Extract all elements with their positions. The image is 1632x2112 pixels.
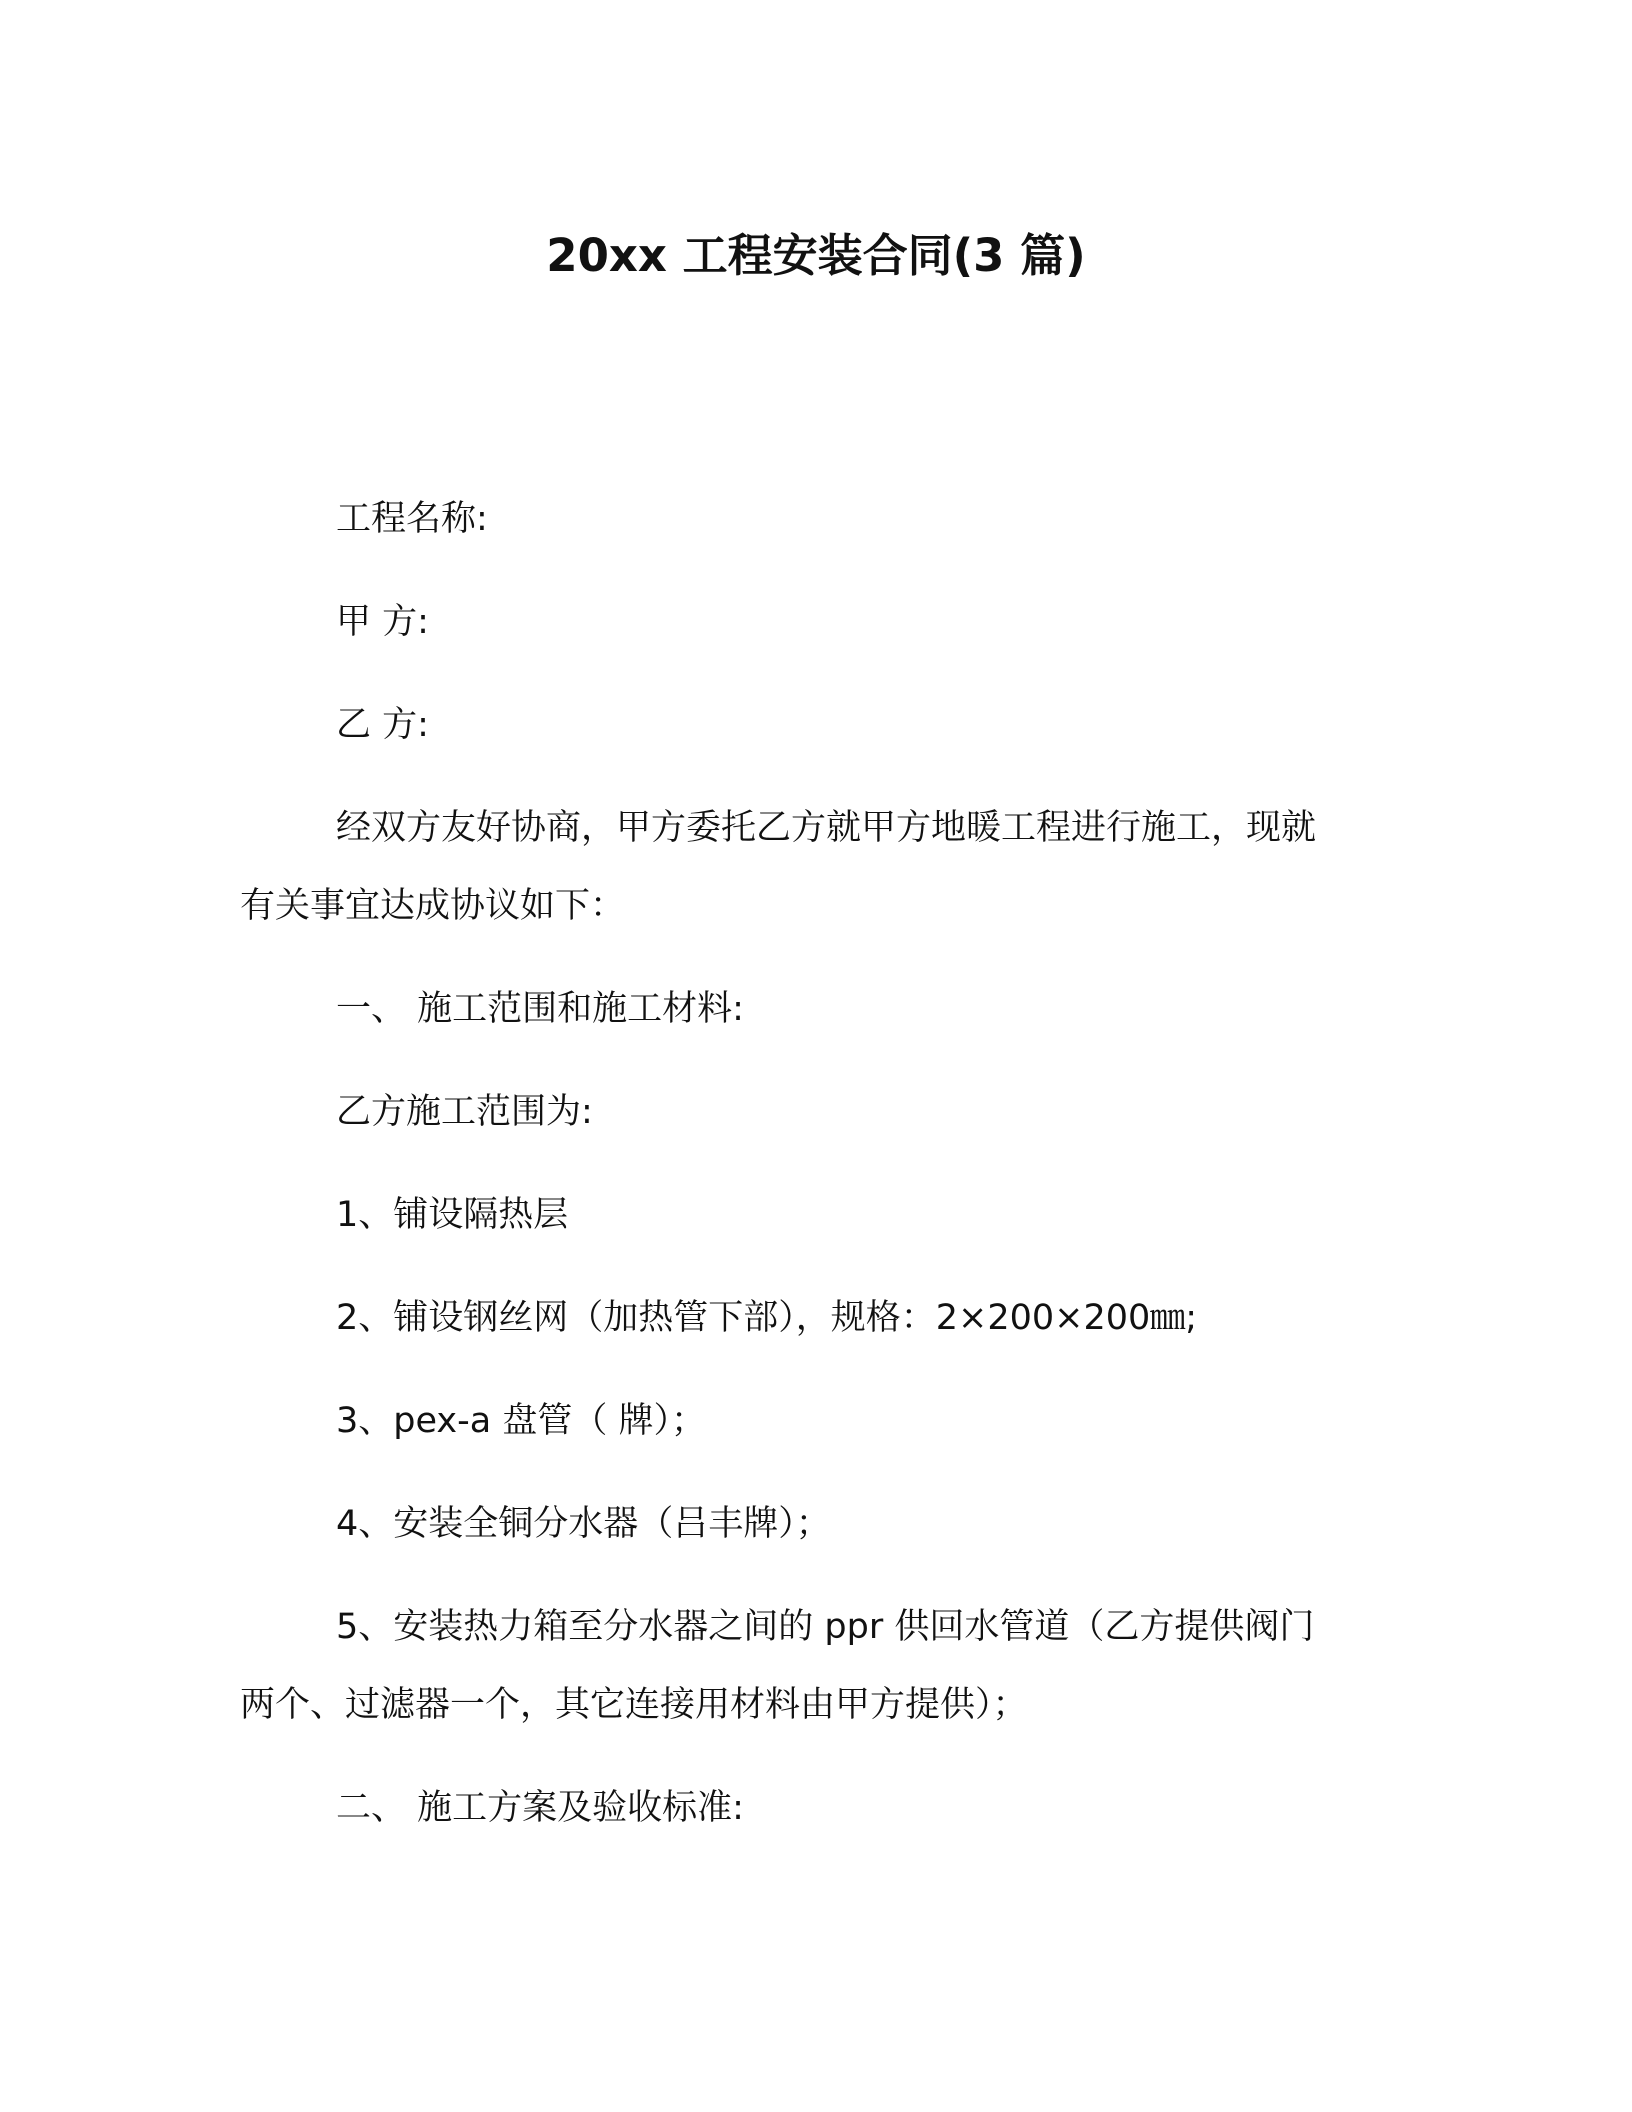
field-party-a: 甲 方: bbox=[336, 602, 429, 642]
list-item-5-line-1: 5、安装热力箱至分水器之间的 ppr 供回水管道（乙方提供阀门 bbox=[336, 1607, 1315, 1647]
list-item: 3、pex-a 盘管（ 牌）； bbox=[336, 1401, 706, 1441]
list-item: 2、铺设钢丝网（加热管下部），规格：2×200×200㎜; bbox=[336, 1298, 1198, 1338]
section-1-heading: 一、 施工范围和施工材料: bbox=[336, 989, 744, 1029]
field-party-b: 乙 方: bbox=[336, 705, 429, 745]
field-project-name: 工程名称: bbox=[336, 499, 488, 539]
list-item: 1、铺设隔热层 bbox=[336, 1195, 569, 1235]
scope-label: 乙方施工范围为: bbox=[336, 1092, 593, 1132]
section-2-heading: 二、 施工方案及验收标准: bbox=[336, 1788, 744, 1828]
intro-line-1: 经双方友好协商，甲方委托乙方就甲方地暖工程进行施工，现就 bbox=[336, 808, 1317, 848]
document-title: 20xx 工程安装合同(3 篇) bbox=[546, 229, 1086, 282]
list-item-5-line-2: 两个、过滤器一个，其它连接用材料由甲方提供）； bbox=[240, 1685, 1028, 1725]
intro-line-2: 有关事宜达成协议如下： bbox=[240, 886, 626, 926]
list-item: 4、安装全铜分水器（吕丰牌）； bbox=[336, 1504, 831, 1544]
